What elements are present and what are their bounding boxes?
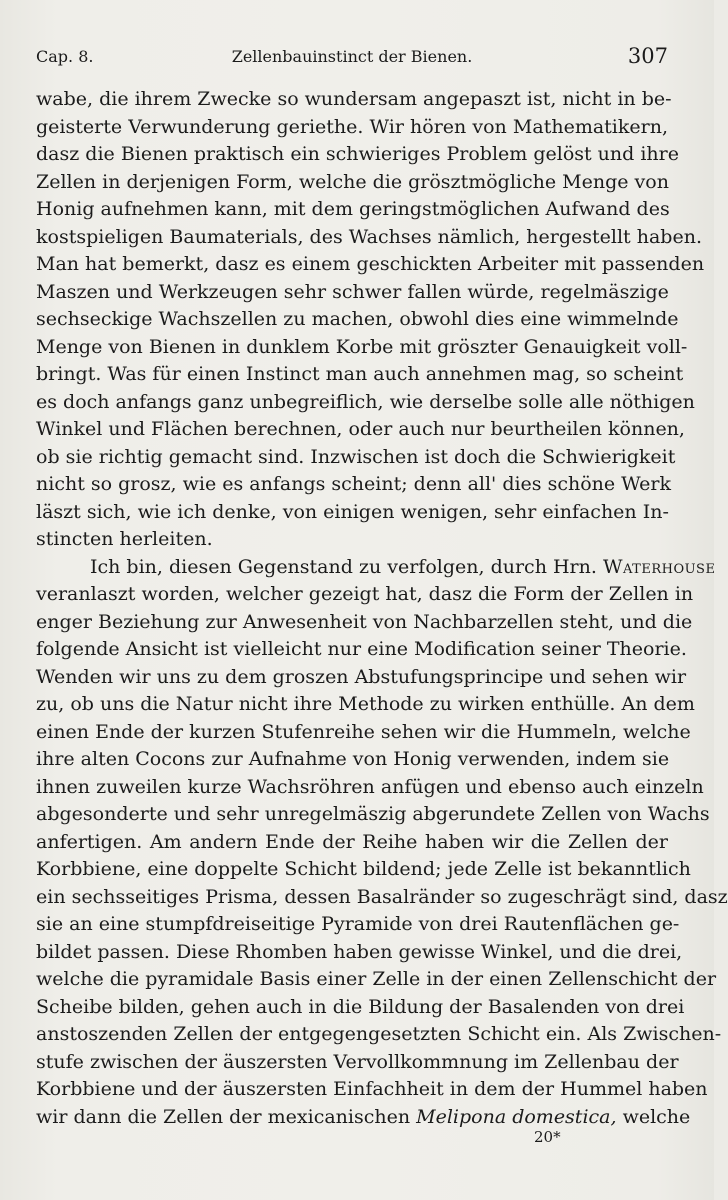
- text-line: Man hat bemerkt, dasz es einem geschickten Arbeiter mit passenden: [36, 253, 705, 275]
- text-line: ob sie richtig gemacht sind. Inzwischen ist doch die Schwierigkeit: [36, 445, 676, 468]
- text-line: ihre alten Cocons zur Aufnahme von Honig verwenden, indem sie: [36, 748, 670, 770]
- text-line: kostspieligen Baumaterials, des Wachses nämlich, hergestellt haben.: [36, 225, 702, 248]
- text-line: bringt. Was für einen Instinct man auch annehmen mag, so scheint: [36, 363, 684, 385]
- author-name: Waterhouse: [602, 555, 716, 578]
- text-line: Korbbiene, eine doppelte Schicht bildend; jede Zelle ist bekanntlich: [36, 858, 691, 880]
- running-header: [36, 44, 668, 74]
- text-line: anfertigen. Am andern Ende der Reihe haben wir die Zellen der: [36, 830, 668, 853]
- text-line: dasz die Bienen praktisch ein schwieriges Problem gelöst und ihre: [36, 143, 679, 165]
- text-line: Honig aufnehmen kann, mit dem geringstmöglichen Aufwand des: [36, 198, 670, 220]
- text-line: wabe, die ihrem Zwecke so wundersam angepaszt ist, nicht in be-: [36, 88, 672, 110]
- text-line: bildet passen. Diese Rhomben haben gewisse Winkel, und die drei,: [36, 940, 683, 963]
- text-line: enger Beziehung zur Anwesenheit von Nachbarzellen steht, und die: [36, 610, 693, 633]
- text-line: anstoszenden Zellen der entgegengesetzten Schicht ein. Als Zwischen-: [36, 1023, 722, 1045]
- text-line: sie an eine stumpfdreiseitige Pyramide von drei Rautenflächen ge-: [36, 913, 680, 935]
- text-body: [36, 86, 728, 1131]
- paragraph-1: [36, 86, 705, 554]
- text-line: nicht so grosz, wie es anfangs scheint; denn all' dies schöne Werk: [36, 473, 671, 495]
- page-number: 307: [627, 44, 668, 68]
- text-line: sechseckige Wachszellen zu machen, obwohl dies eine wimmelnde: [36, 308, 679, 330]
- text-line: stincten herleiten.: [36, 528, 213, 550]
- running-title: Zellenbauinstinct der Bienen.: [231, 47, 473, 66]
- text-line: es doch anfangs ganz unbegreiflich, wie derselbe solle alle nöthigen: [36, 390, 695, 413]
- text-line: Ich bin, diesen Gegenstand zu verfolgen, durch Hrn. Waterhouse: [90, 555, 716, 578]
- text-line: Wenden wir uns zu dem groszen Abstufungsprincipe und sehen wir: [36, 665, 687, 688]
- text-line: Zellen in derjenigen Form, welche die grösztmögliche Menge von: [36, 170, 669, 193]
- text-line: Winkel und Flächen berechnen, oder auch nur beurtheilen können,: [36, 418, 685, 440]
- text-line: Menge von Bienen in dunklem Korbe mit gröszter Genauigkeit voll-: [36, 335, 688, 358]
- text-line: ein sechsseitiges Prisma, dessen Basalränder so zugeschrägt sind, dasz: [36, 885, 728, 908]
- text-line: wir dann die Zellen der mexicanischen Melipona domestica, welche: [36, 1105, 691, 1128]
- paragraph-2: [36, 554, 728, 1132]
- text-line: Korbbiene und der äuszersten Einfachheit in dem der Hummel haben: [36, 1078, 708, 1100]
- text-line: welche die pyramidale Basis einer Zelle in der einen Zellenschicht der: [36, 968, 717, 990]
- text-line: folgende Ansicht ist vielleicht nur eine Modification seiner Theorie.: [36, 638, 687, 660]
- text-line: veranlaszt worden, welcher gezeigt hat, dasz die Form der Zellen in: [36, 583, 694, 605]
- text-line: stufe zwischen der äuszersten Vervollkommnung im Zellenbau der: [36, 1050, 679, 1073]
- text-line: zu, ob uns die Natur nicht ihre Methode zu wirken enthülle. An dem: [36, 693, 695, 715]
- text-line: ihnen zuweilen kurze Wachsröhren anfügen und ebenso auch einzeln: [36, 775, 704, 798]
- species-name: Melipona domestica,: [416, 1105, 617, 1128]
- text-line: geisterte Verwunderung geriethe. Wir hören von Mathematikern,: [36, 115, 668, 138]
- signature-mark: 20*: [534, 1128, 561, 1146]
- text-line: abgesonderte und sehr unregelmäszig abgerundete Zellen von Wachs: [36, 803, 710, 825]
- text-line: läszt sich, wie ich denke, von einigen wenigen, sehr einfachen In-: [36, 500, 669, 523]
- text-line: Maszen und Werkzeugen sehr schwer fallen würde, regelmäszige: [36, 280, 669, 303]
- chapter-label: Cap. 8.: [36, 47, 94, 66]
- text-line: Scheibe bilden, gehen auch in die Bildung der Basalenden von drei: [36, 995, 685, 1018]
- text-line: einen Ende der kurzen Stufenreihe sehen wir die Hummeln, welche: [36, 720, 691, 743]
